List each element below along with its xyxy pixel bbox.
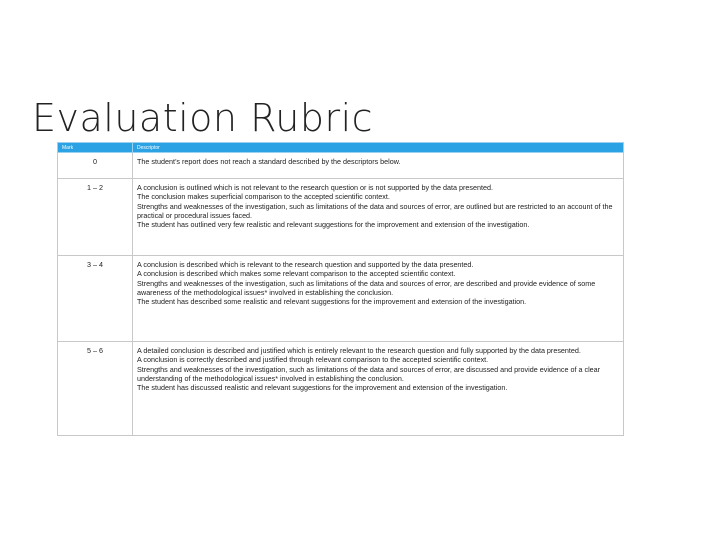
table-row [58, 256, 624, 342]
mark-cell: 0 [58, 153, 133, 179]
descriptor-cell [133, 179, 624, 256]
table-row [58, 153, 624, 179]
descriptor-line: A conclusion is described which is relevant to the research question and supported by the data presented. [137, 260, 474, 269]
mark-cell: 5 – 6 [58, 342, 133, 436]
descriptor-cell [133, 342, 624, 436]
header-mark: Mark [58, 143, 133, 153]
descriptor-line: The student’s report does not reach a standard described by the descriptors below. [137, 157, 401, 166]
rubric-table [57, 142, 624, 436]
descriptor-line: A conclusion is correctly described and justified through relevant comparison to the accepted scientific context. [137, 355, 489, 365]
table-header-row [58, 143, 624, 153]
descriptor-line: Strengths and weaknesses of the investigation, such as limitations of the data and sources of error, are described and provide evidence of some awareness of the methodological issues* involved in establishing the conclusion. [137, 278, 596, 298]
descriptor-line: Strengths and weaknesses of the investigation, such as limitations of the data and sources of error, are outlined but are restricted to an account of the practical or procedural issues faced. [137, 201, 613, 221]
descriptor-line: Strengths and weaknesses of the investigation, such as limitations of the data and sources of error, are discussed and provide evidence of a clear understanding of the methodological issues* involved in establishing the conclusion. [137, 364, 601, 384]
header-descriptor: Descriptor [133, 143, 624, 153]
page-title: Evaluation Rubric [32, 96, 374, 140]
table-row [58, 179, 624, 256]
descriptor-cell [133, 256, 624, 342]
descriptor-line: A detailed conclusion is described and justified which is entirely relevant to the research question and fully supported by the data presented. [137, 346, 581, 355]
mark-cell: 1 – 2 [58, 179, 133, 256]
descriptor-line: The conclusion makes superficial comparison to the accepted scientific context. [137, 192, 390, 202]
mark-cell: 3 – 4 [58, 256, 133, 342]
descriptor-cell [133, 153, 624, 179]
descriptor-line: The student has outlined very few realistic and relevant suggestions for the improvement and extension of the investigation. [137, 220, 530, 230]
descriptor-line: A conclusion is outlined which is not relevant to the research question or is not supported by the data presented. [137, 183, 493, 192]
descriptor-line: The student has described some realistic and relevant suggestions for the improvement and extension of the investigation. [137, 297, 527, 307]
table-row [58, 342, 624, 436]
descriptor-line: A conclusion is described which makes some relevant comparison to the accepted scientific context. [137, 269, 456, 279]
descriptor-line: The student has discussed realistic and relevant suggestions for the improvement and extension of the investigation. [137, 383, 508, 393]
